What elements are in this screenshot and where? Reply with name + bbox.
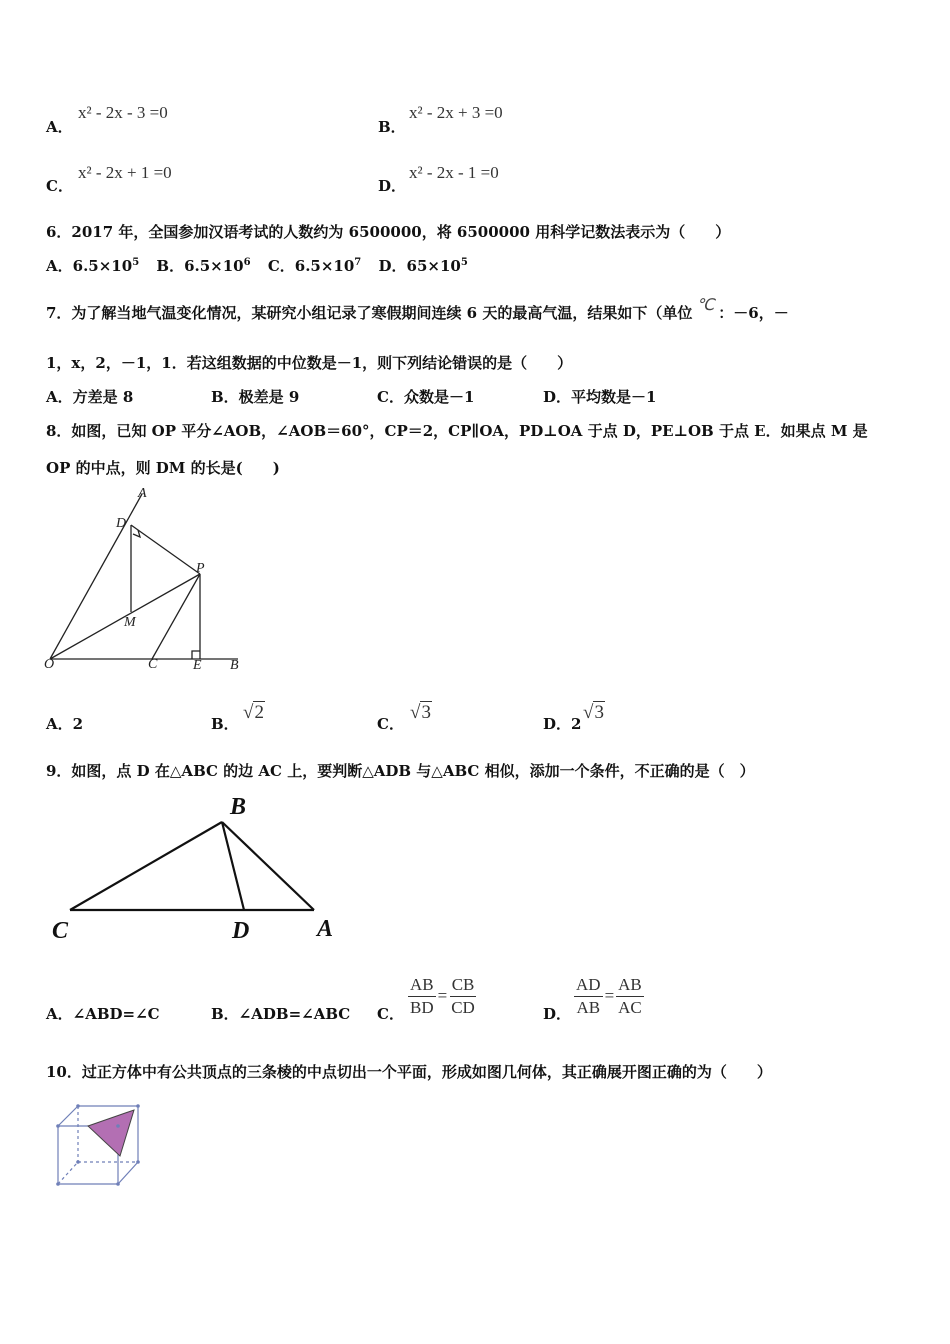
ray-oa xyxy=(50,494,142,659)
label-c: C xyxy=(148,657,158,672)
segment-ba xyxy=(222,822,314,910)
q8-stem-line1: 8．如图，已知 OP 平分∠AOB，∠AOB＝60°，CP＝2，CP∥OA，PD⊥OA 于点 D，PE⊥OB 于点 E．如果点 M 是 xyxy=(46,422,868,440)
label-b: B xyxy=(230,794,247,820)
q5-option-d-equation: x² - 2x - 1 =0 xyxy=(409,163,499,182)
q7-option-c: C．众数是－1 xyxy=(377,388,475,406)
q7-stem-line2: 1，x，2，－1，1．若这组数据的中位数是－1，则下列结论错误的是（ ） xyxy=(46,354,573,372)
q8-stem-line2: OP 的中点，则 DM 的长是( ) xyxy=(46,459,280,477)
fraction: $\frac{AD}{AB}$ xyxy=(576,975,601,1017)
q5-option-b-label: B． xyxy=(378,118,406,136)
segment-cp xyxy=(152,574,200,659)
label-d: D xyxy=(232,918,250,944)
label-a: A xyxy=(138,486,147,501)
right-angle-mark-d xyxy=(133,530,140,537)
q9-option-c-label: C． xyxy=(377,1005,404,1023)
q8-option-a: A．2 xyxy=(46,715,84,733)
q9-stem: 9．如图，点 D 在△ABC 的边 AC 上，要判断△ADB 与△ABC 相似，添加一个条件，不正确的是（ ） xyxy=(46,762,755,780)
q5-option-c-label: C． xyxy=(46,177,73,195)
label-d: D xyxy=(116,516,127,531)
q7-stem-line1: 7．为了解当地气温变化情况，某研究小组记录了寒假期间连续 6 天的最高气温，结果如下（单位 ℃ ：－6，－ xyxy=(46,297,789,322)
q10-stem: 10．过正方体中有公共顶点的三条棱的中点切出一个平面，形成如图几何体，其正确展开图正确的为（ ） xyxy=(46,1063,772,1081)
q9-option-d-label: D． xyxy=(543,1005,572,1023)
q8-option-c-label: C． xyxy=(377,715,404,733)
q8-option-d-sqrt: √3 xyxy=(583,702,604,723)
q9-figure xyxy=(44,788,354,948)
label-e: E xyxy=(193,658,202,673)
label-c: C xyxy=(52,918,69,944)
q6-option-c: C．$6.5\times 10^7$ xyxy=(267,257,362,275)
q5-option-c-equation: x² - 2x + 1 =0 xyxy=(78,163,172,182)
q5-option-d-label: D． xyxy=(378,177,407,195)
q8-option-d-label: D．2 xyxy=(543,715,582,733)
q6-stem: 6．2017 年，全国参加汉语考试的人数约为 6500000，将 6500000 用科学记数法表示为（ ） xyxy=(46,223,731,241)
q10-cube-figure xyxy=(50,1098,150,1193)
q9-option-b: B．∠ADB=∠ABC xyxy=(211,1005,351,1023)
q7-option-d: D．平均数是－1 xyxy=(543,388,657,406)
segment-cb xyxy=(70,822,222,910)
label-b: B xyxy=(230,658,239,673)
label-p: P xyxy=(196,561,205,576)
q8-figure xyxy=(38,482,253,677)
fraction: $\frac{AB}{AC}$ xyxy=(618,975,642,1017)
q6-options xyxy=(46,255,468,276)
q8-option-c-sqrt: √3 xyxy=(410,702,431,723)
q6-option-a: A．$6.5\times 10^5$ xyxy=(46,257,140,275)
segment-dp xyxy=(131,525,200,574)
q6-option-b: B．$6.5\times 10^6$ xyxy=(156,257,251,275)
q5-option-a-label: A． xyxy=(46,118,73,136)
q7-option-a: A．方差是 8 xyxy=(46,388,134,406)
q9-option-c-expression: $\frac{AB}{BD}$ = $\frac{CB}{CD}$ xyxy=(410,975,475,1017)
q9-option-d-expression: $\frac{AD}{AB}$ = $\frac{AB}{AC}$ xyxy=(576,975,642,1017)
q8-option-b-label: B． xyxy=(211,715,239,733)
q9-option-a: A．∠ABD=∠C xyxy=(46,1005,160,1023)
q5-option-a-equation: x² - 2x - 3 =0 xyxy=(78,103,168,122)
label-o: O xyxy=(44,657,55,672)
label-m: M xyxy=(124,615,136,630)
fraction: $\frac{CB}{CD}$ xyxy=(451,975,475,1017)
celsius-unit: ℃ xyxy=(696,297,715,314)
q8-option-b-sqrt: √2 xyxy=(243,702,264,723)
segment-bd xyxy=(222,822,244,910)
cut-face xyxy=(88,1110,134,1156)
fraction: $\frac{AB}{BD}$ xyxy=(410,975,434,1017)
q6-option-d: D．$65\times 10^5$ xyxy=(378,257,468,275)
q7-option-b: B．极差是 9 xyxy=(211,388,300,406)
label-a: A xyxy=(317,916,334,942)
q5-option-b-equation: x² - 2x + 3 =0 xyxy=(409,103,503,122)
